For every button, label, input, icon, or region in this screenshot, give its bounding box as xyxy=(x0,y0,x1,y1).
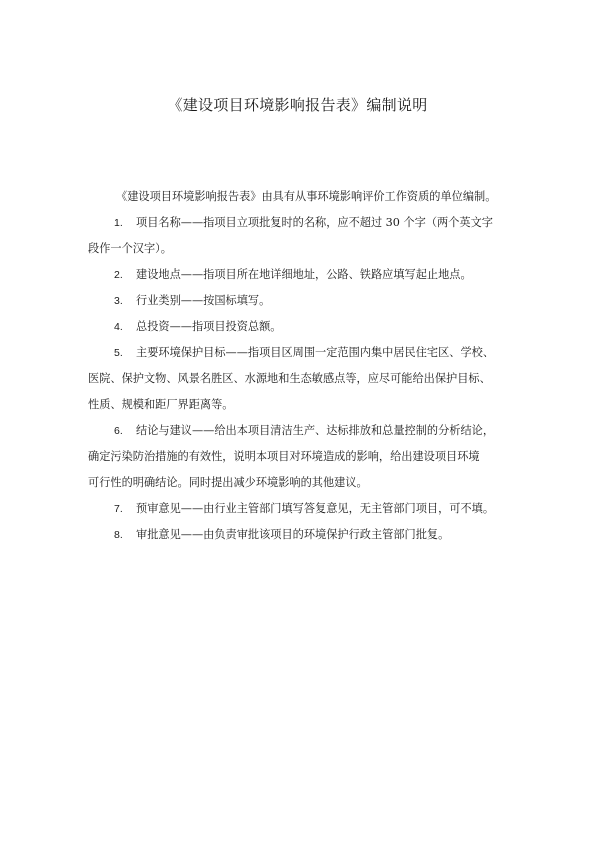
item-text: 审批意见——由负责审批该项目的环境保护行政主管部门批复。 xyxy=(136,528,450,541)
list-item-5 xyxy=(88,340,528,366)
list-item-4 xyxy=(88,314,528,340)
list-item-6-continuation: 可行性的明确结论。同时提出减少环境影响的其他建议。 xyxy=(88,476,368,489)
list-item-1 xyxy=(88,210,528,236)
list-item-2 xyxy=(88,262,528,288)
page-title: 《建设项目环境影响报告表》编制说明 xyxy=(167,96,428,114)
list-item-3 xyxy=(88,288,528,314)
list-item-1-continuation: 段作一个汉字）。 xyxy=(88,242,172,255)
item-number: 2. xyxy=(114,269,123,281)
item-number: 1. xyxy=(114,217,123,229)
item-text: 主要环境保护目标——指项目区周围一定范围内集中居民住宅区、学校、 xyxy=(136,346,495,359)
list-item-6 xyxy=(88,418,528,444)
item-number: 5. xyxy=(114,347,123,359)
item-text: 项目名称——指项目立项批复时的名称，应不超过 30 个字（两个英文字 xyxy=(136,216,493,229)
list-item-5-continuation: 医院、保护文物、风景名胜区、水源地和生态敏感点等，应尽可能给出保护目标、 xyxy=(88,372,491,385)
item-number: 4. xyxy=(114,321,123,333)
item-text: 总投资——指项目投资总额。 xyxy=(136,320,282,333)
item-number: 8. xyxy=(114,529,123,541)
item-number: 6. xyxy=(114,425,123,437)
intro-paragraph: 《建设项目环境影响报告表》由具有从事环境影响评价工作资质的单位编制。 xyxy=(116,190,497,203)
item-text: 建设地点——指项目所在地详细地址，公路、铁路应填写起止地点。 xyxy=(136,268,472,281)
list-item-6-continuation: 确定污染防治措施的有效性，说明本项目对环境造成的影响，给出建设项目环境 xyxy=(88,450,480,463)
list-item-5-continuation: 性质、规模和距厂界距离等。 xyxy=(88,398,234,411)
item-number: 7. xyxy=(114,503,123,515)
list-item-7 xyxy=(88,496,528,522)
item-text: 结论与建议——给出本项目清洁生产、达标排放和总量控制的分析结论， xyxy=(136,424,495,437)
item-text: 预审意见——由行业主管部门填写答复意见，无主管部门项目，可不填。 xyxy=(136,502,495,515)
document-body xyxy=(88,184,528,548)
item-text: 行业类别——按国标填写。 xyxy=(136,294,271,307)
list-item-8 xyxy=(88,522,528,548)
item-number: 3. xyxy=(114,295,123,307)
